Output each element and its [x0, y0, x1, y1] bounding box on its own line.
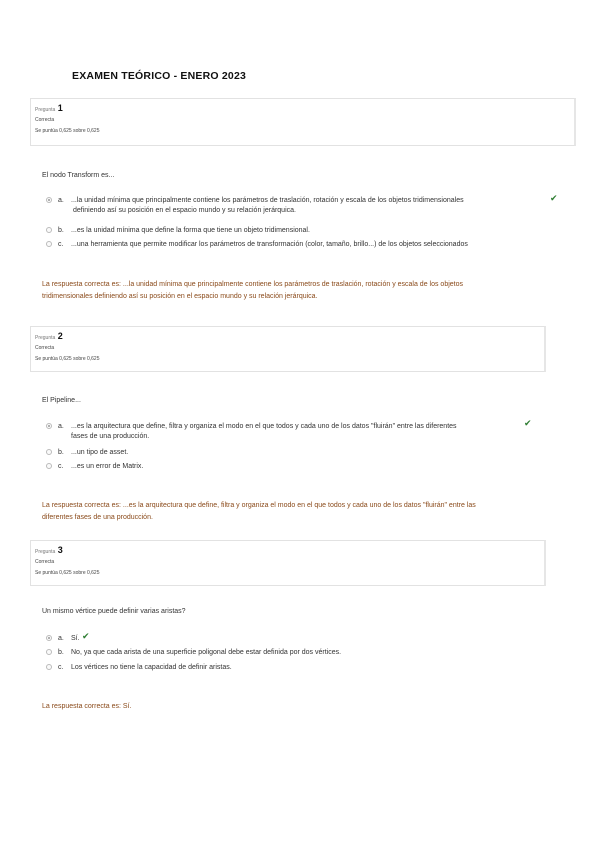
- question-text: El Pipeline...: [42, 397, 81, 404]
- option-text: Sí.: [71, 635, 80, 642]
- question-info-box: [30, 540, 546, 586]
- radio-selected[interactable]: [46, 197, 52, 203]
- correct-answer-feedback: La respuesta correcta es: ...la unidad mínima que principalmente contiene los parámetros de traslación, rotación y escala de los objetos tridimensionales definiendo así su posición en el espacio mundo y su relación jerárquica.: [42, 281, 464, 300]
- correct-answer-feedback: La respuesta correcta es: Sí.: [42, 703, 132, 710]
- answer-option-c[interactable]: c. ...una herramienta que permite modificar los parámetros de transformación (color, tamaño, brillo...) de los objetos seleccionados: [46, 240, 576, 251]
- option-text: ...una herramienta que permite modificar los parámetros de transformación (color, tamaño, brillo...) de los objetos seleccionados: [71, 241, 468, 248]
- answer-option-a[interactable]: a. ...la unidad mínima que principalmente contiene los parámetros de traslación, rotación y escala de los objetos tridimensionales definiendo así su posición en el espacio mundo y su relación jerárquica.: [46, 196, 576, 218]
- question-text: El nodo Transform es...: [42, 172, 115, 179]
- option-text: Los vértices no tiene la capacidad de definir aristas.: [71, 664, 232, 671]
- question-grade: Se puntúa 0,625 sobre 0,625: [35, 356, 100, 362]
- option-text: No, ya que cada arista de una superficie poligonal debe estar definida por dos vértices.: [71, 649, 342, 656]
- question-info-box: [30, 326, 546, 372]
- question-number: Pregunta 1: [35, 103, 63, 113]
- answer-option-b[interactable]: b. ...un tipo de asset.: [46, 448, 546, 459]
- question-status: Correcta: [35, 345, 55, 351]
- question-text: Un mismo vértice puede definir varias aristas?: [42, 608, 186, 615]
- answer-option-b[interactable]: b. No, ya que cada arista de una superficie poligonal debe estar definida por dos vértices.: [46, 648, 546, 659]
- answer-option-c[interactable]: c. ...es un error de Matrix.: [46, 462, 546, 473]
- option-text: ...es la arquitectura que define, filtra y organiza el modo en el que todos y cada uno de los datos "fluirán" entre las diferentes: [71, 423, 457, 430]
- correct-check-icon: ✔: [524, 418, 532, 428]
- option-text: ...un tipo de asset.: [71, 449, 129, 456]
- radio-unselected[interactable]: [46, 449, 52, 455]
- question-number: Pregunta 3: [35, 545, 63, 555]
- option-text: ...es un error de Matrix.: [71, 463, 144, 470]
- radio-selected[interactable]: [46, 423, 52, 429]
- question-grade: Se puntúa 0,625 sobre 0,625: [35, 570, 100, 576]
- question-grade: Se puntúa 0,625 sobre 0,625: [35, 128, 100, 134]
- option-text: ...es la unidad mínima que define la forma que tiene un objeto tridimensional.: [71, 227, 310, 234]
- radio-selected[interactable]: [46, 635, 52, 641]
- question-info-box: [30, 98, 576, 146]
- question-status: Correcta: [35, 117, 55, 123]
- correct-answer-feedback: La respuesta correcta es: ...es la arquitectura que define, filtra y organiza el modo en el que todos y cada uno de los datos "fluirán" entre las diferentes fases de una producción.: [42, 502, 476, 521]
- answer-option-c[interactable]: c. Los vértices no tiene la capacidad de definir aristas.: [46, 663, 546, 674]
- radio-unselected[interactable]: [46, 241, 52, 247]
- correct-check-icon: ✔: [550, 193, 558, 203]
- radio-unselected[interactable]: [46, 463, 52, 469]
- question-status: Correcta: [35, 559, 55, 565]
- answer-option-a[interactable]: a. ...es la arquitectura que define, filtra y organiza el modo en el que todos y cada uno de los datos "fluirán" entre las diferentes fases de una producción.: [46, 422, 546, 444]
- answer-option-a[interactable]: a. Sí.: [46, 634, 546, 645]
- radio-unselected[interactable]: [46, 227, 52, 233]
- answer-option-b[interactable]: b. ...es la unidad mínima que define la forma que tiene un objeto tridimensional.: [46, 226, 576, 237]
- radio-unselected[interactable]: [46, 664, 52, 670]
- exam-title: EXAMEN TEÓRICO - ENERO 2023: [72, 70, 247, 82]
- radio-unselected[interactable]: [46, 649, 52, 655]
- question-number: Pregunta 2: [35, 331, 63, 341]
- option-text: ...la unidad mínima que principalmente contiene los parámetros de traslación, rotación y escala de los objetos tridimensionales: [71, 197, 464, 204]
- correct-check-icon: ✔: [82, 631, 90, 641]
